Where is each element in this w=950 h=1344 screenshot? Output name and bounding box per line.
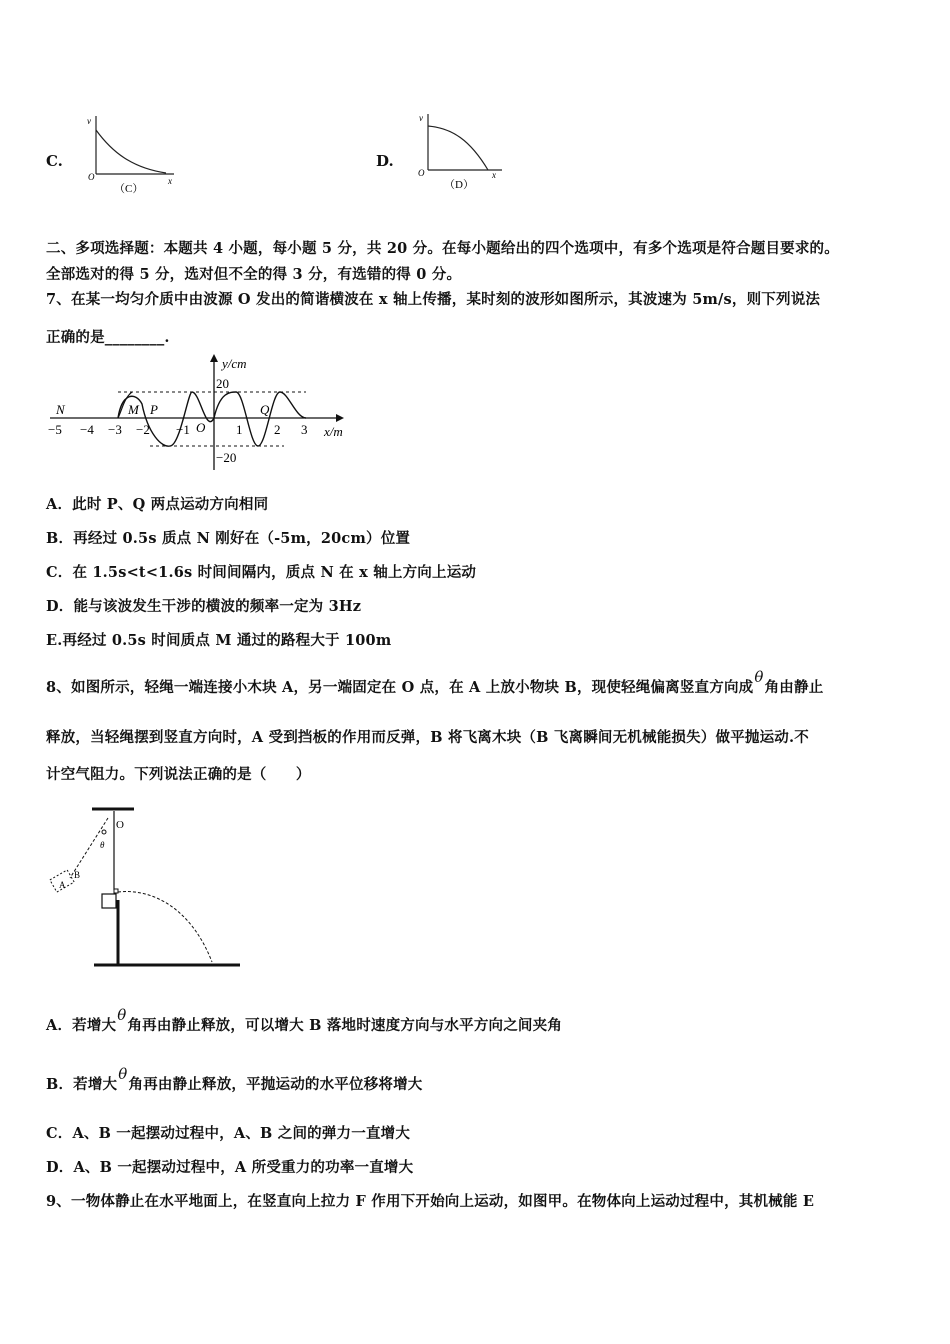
section2-line2: 全部选对的得 5 分，选对但不全的得 3 分，有选错的得 0 分。 [46, 266, 462, 283]
graph-d [414, 110, 514, 194]
q8-pendulum-figure [44, 804, 244, 974]
q8-stem-line3: 计空气阻力。下列说法正确的是（ ） [46, 766, 311, 783]
q8-figure-a-label: A [59, 880, 66, 890]
q7-option-c: C．在 1.5s<t<1.6s 时间间隔内，质点 N 在 x 轴上方向上运动 [46, 564, 477, 581]
section2-line1: 二、多项选择题：本题共 4 小题，每小题 5 分，共 20 分。在每小题给出的四个选项中，有多个选项是符合题目要求的。 [46, 240, 839, 257]
q8-stem-part2: 角由静止 [764, 679, 824, 696]
theta-symbol: θ [118, 1065, 128, 1083]
graph-d-caption: （D） [444, 179, 474, 191]
q8-stem-line2: 释放，当轻绳摆到竖直方向时，A 受到挡板的作用而反弹，B 将飞离木块（B 飞离瞬间无机械能损失）做平抛运动.不 [46, 729, 809, 746]
q8-figure-o-label: O [116, 819, 124, 831]
q7-y-axis-label: y/cm [222, 356, 247, 371]
graph-c-v-label: v [87, 116, 91, 126]
q7-option-b: B．再经过 0.5s 质点 N 刚好在（-5m，20cm）位置 [46, 530, 411, 547]
graph-c-x-label: x [168, 176, 172, 186]
q8-stem-part1: 8、如图所示，轻绳一端连接小木块 A，另一端固定在 O 点，在 A 上放小物块 B，现使轻绳偏离竖直方向成 [46, 679, 754, 696]
q8-option-a-part1: A．若增大 [46, 1017, 117, 1034]
q7-tick-label: 2 [274, 422, 281, 437]
q7-origin-label: O [196, 420, 206, 435]
q9-stem-line1: 9、一物体静止在水平地面上，在竖直向上拉力 F 作用下开始向上运动，如图甲。在物体向上运动过程中，其机械能 E [46, 1193, 815, 1210]
q8-figure-theta-label: θ [100, 840, 105, 850]
graph-c-caption: （C） [114, 183, 144, 195]
q7-tick-label: −2 [136, 422, 150, 437]
q7-point-q: Q [260, 402, 270, 417]
graph-d-origin: O [418, 168, 425, 178]
option-c-label: C. [46, 152, 63, 170]
q8-option-a-part2: 角再由静止释放，可以增大 B 落地时速度方向与水平方向之间夹角 [127, 1017, 563, 1034]
q7-tick-label: −1 [176, 422, 190, 437]
q8-option-b-part2: 角再由静止释放，平抛运动的水平位移将增大 [128, 1076, 423, 1093]
q7-tick-label: −5 [48, 422, 62, 437]
graph-d-x-label: x [492, 170, 496, 180]
q7-y-bottom-label: −20 [216, 450, 237, 465]
q7-point-p: P [150, 402, 158, 417]
graph-c [84, 112, 184, 196]
q7-option-d: D．能与该波发生干涉的横波的频率一定为 3Hz [46, 598, 362, 615]
q8-option-c: C．A、B 一起摆动过程中，A、B 之间的弹力一直增大 [46, 1125, 411, 1142]
q7-tick-label: −3 [108, 422, 122, 437]
q8-option-b-part1: B．若增大 [46, 1076, 118, 1093]
q7-wave-figure [44, 352, 354, 474]
option-d-label: D. [376, 152, 394, 170]
theta-symbol: θ [117, 1006, 127, 1024]
q7-stem-line1: 7、在某一均匀介质中由波源 O 发出的简谐横波在 x 轴上传播，某时刻的波形如图所示，其波速为 5m/s，则下列说法 [46, 291, 821, 308]
q8-option-d: D．A、B 一起摆动过程中，A 所受重力的功率一直增大 [46, 1159, 414, 1176]
graph-d-v-label: v [419, 113, 423, 123]
q7-point-n: N [56, 402, 65, 417]
q7-y-top-label: 20 [216, 376, 229, 391]
q7-tick-label: −4 [80, 422, 94, 437]
q7-option-a: A．此时 P、Q 两点运动方向相同 [46, 496, 269, 513]
q7-tick-label: 1 [236, 422, 243, 437]
q7-x-axis-label: x/m [324, 424, 343, 439]
q7-point-m: M [128, 402, 139, 417]
q7-option-e: E.再经过 0.5s 时间质点 M 通过的路程大于 100m [46, 632, 392, 649]
q8-option-b [46, 1065, 423, 1094]
graph-c-origin: O [88, 172, 95, 182]
q8-stem-line1 [46, 668, 824, 697]
q8-figure-b-label: B [74, 870, 81, 880]
theta-symbol: θ [754, 668, 764, 686]
q7-stem-line2: 正确的是________. [46, 329, 170, 346]
q7-tick-label: 3 [301, 422, 308, 437]
q8-option-a [46, 1006, 563, 1035]
